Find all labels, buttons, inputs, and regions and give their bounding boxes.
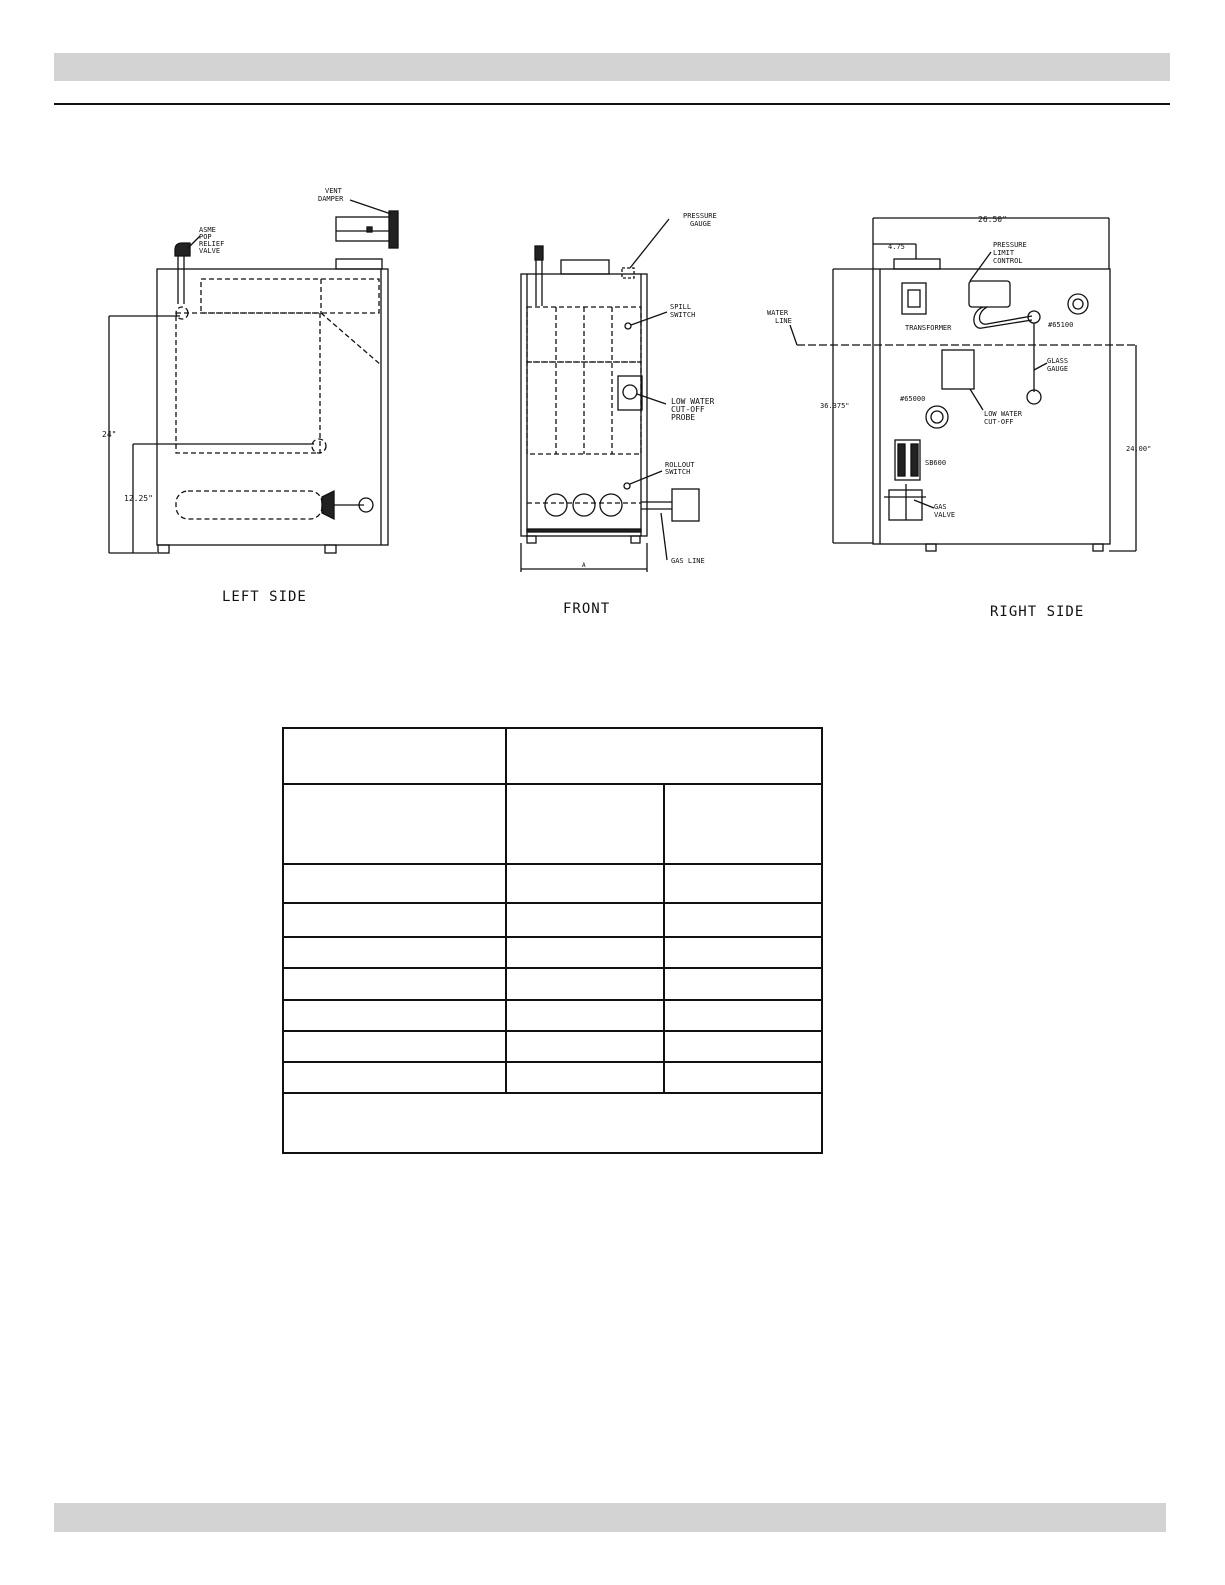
table-cell — [664, 937, 822, 968]
table-cell — [664, 864, 822, 903]
gas-valve-label — [934, 503, 955, 519]
left-flue-chamber — [176, 313, 320, 453]
table-subheader-cell — [283, 784, 506, 864]
low-water-probe-label — [671, 397, 719, 422]
water-line-leader — [790, 325, 797, 345]
left-dim-height: 24" — [102, 430, 117, 439]
right-top-collar — [894, 259, 940, 269]
left-burner-nozzle — [322, 491, 334, 519]
front-top-collar — [561, 260, 609, 274]
left-flue-diagonal — [321, 313, 381, 365]
gauge-mid-outer — [926, 406, 948, 428]
water-line-label — [767, 309, 792, 325]
rollout-switch-line-2: SWITCH — [665, 468, 691, 476]
table-row — [283, 937, 822, 968]
vent-damper-label — [318, 187, 346, 203]
glass-gauge-label — [1047, 357, 1072, 373]
relief-valve-line-1: ASME — [199, 226, 216, 234]
relief-valve-line-4: VALVE — [199, 247, 221, 255]
table-header-cell — [283, 728, 506, 784]
gas-valve-leader — [914, 500, 934, 508]
pressure-control-leader — [970, 252, 991, 281]
front-gas-valve — [672, 489, 699, 521]
left-lower-port — [312, 439, 326, 453]
sb-module-slot-1 — [898, 444, 905, 476]
table-footer-row — [283, 1093, 822, 1153]
transformer-face — [908, 290, 920, 307]
left-cabinet — [157, 269, 388, 545]
right-dim-width: 26.50" — [978, 215, 1007, 224]
low-water-cutoff-box — [942, 350, 974, 389]
table-cell — [506, 1031, 663, 1062]
table-cell — [664, 903, 822, 937]
right-side-label: RIGHT SIDE — [990, 604, 1085, 620]
spill-switch-label — [670, 303, 695, 319]
transformer-label: TRANSFORMER — [905, 324, 952, 332]
table-row — [283, 903, 822, 937]
table-row — [283, 968, 822, 1000]
front-base-plate — [527, 529, 641, 532]
table-cell — [283, 903, 506, 937]
vent-damper-motor — [389, 211, 398, 248]
glass-gauge-line-2: GAUGE — [1047, 365, 1069, 373]
gauge-top-label: #65100 — [1048, 321, 1074, 329]
left-dim-gas: 12.25" — [124, 494, 153, 503]
table-header-row — [283, 728, 822, 784]
right-foot-1 — [926, 544, 936, 551]
left-upper-tank — [201, 279, 379, 313]
front-burner-2 — [573, 494, 595, 516]
spill-switch-line-2: SWITCH — [670, 311, 696, 319]
table-cell — [506, 968, 663, 1000]
gauge-top-inner — [1073, 299, 1083, 309]
table-cell — [283, 1062, 506, 1093]
front-dim-width: A — [582, 562, 586, 569]
sb-module-label: SB600 — [925, 459, 947, 467]
gas-line-leader — [661, 513, 667, 560]
gas-valve-line-2: VALVE — [934, 511, 956, 519]
table-subheader-row — [283, 784, 822, 864]
vent-damper-terminal — [367, 227, 372, 232]
table-cell — [506, 903, 663, 937]
gauge-top-outer — [1068, 294, 1088, 314]
left-side-label: LEFT SIDE — [222, 589, 307, 605]
pressure-control-label — [993, 241, 1031, 265]
bottom-banner — [54, 1503, 1166, 1532]
water-line-line-1: WATER — [767, 309, 789, 317]
table-cell — [283, 937, 506, 968]
right-side-view — [767, 215, 1151, 551]
low-water-cutoff-line-2: CUT-OFF — [984, 418, 1014, 426]
low-water-probe-line-3: PROBE — [671, 413, 696, 422]
left-top-collar — [336, 259, 382, 269]
table-subheader-cell — [664, 784, 822, 864]
low-water-probe-line-2: CUT-OFF — [671, 405, 705, 414]
front-foot-1 — [527, 536, 536, 543]
right-dim-offset: 4.75 — [888, 243, 905, 251]
vent-damper-leader — [350, 200, 391, 214]
left-internal-piping — [176, 279, 381, 453]
pressure-control-line-1: PRESSURE — [993, 241, 1027, 249]
gas-valve-line-1: GAS — [934, 503, 947, 511]
table-cell — [506, 937, 663, 968]
table-cell — [664, 1062, 822, 1093]
relief-valve-line-2: POP — [199, 233, 212, 241]
left-burner-tube — [176, 491, 322, 519]
low-water-cutoff-line-1: LOW WATER — [984, 410, 1022, 418]
low-water-cutoff-leader — [970, 389, 983, 410]
front-label: FRONT — [563, 601, 611, 617]
front-burner-3 — [600, 494, 622, 516]
relief-valve-body — [175, 243, 190, 256]
table-row — [283, 1000, 822, 1031]
table-cell — [664, 1000, 822, 1031]
relief-valve-line-3: RELIEF — [199, 240, 225, 248]
gauge-mid-label: #65000 — [900, 395, 926, 403]
right-dim-height: 36.375" — [820, 402, 850, 410]
left-foot-2 — [325, 545, 336, 553]
gauge-mid-inner — [931, 411, 943, 423]
pressure-gauge-line-1: PRESSURE — [683, 212, 717, 220]
gas-line-label: GAS LINE — [671, 557, 705, 565]
right-dim-water: 24.00" — [1126, 445, 1152, 453]
table-cell — [506, 1062, 663, 1093]
pressure-gauge-leader — [630, 219, 669, 268]
rollout-switch-line-1: ROLLOUT — [665, 461, 695, 469]
table-cell — [283, 968, 506, 1000]
pressure-control-line-3: CONTROL — [993, 257, 1023, 265]
left-foot-1 — [158, 545, 169, 553]
table-cell — [506, 1000, 663, 1031]
glass-gauge-leader — [1034, 363, 1047, 370]
table-subheader-cell — [506, 784, 663, 864]
front-internal-sections — [527, 307, 641, 503]
vent-damper-box — [336, 217, 390, 241]
water-line-line-2: LINE — [775, 317, 792, 325]
rollout-switch-leader — [630, 471, 662, 484]
table-cell — [283, 1031, 506, 1062]
table-header-cell — [506, 728, 822, 784]
front-relief-valve — [535, 246, 543, 260]
table-cell — [283, 864, 506, 903]
rollout-switch-label — [665, 461, 699, 476]
front-burner-1 — [545, 494, 567, 516]
table-cell — [283, 1000, 506, 1031]
right-cabinet — [873, 269, 1110, 544]
table-cell — [506, 864, 663, 903]
front-foot-2 — [631, 536, 640, 543]
sb-module-slot-2 — [911, 444, 918, 476]
front-view — [521, 212, 721, 572]
low-water-probe-port — [623, 385, 637, 399]
pressure-limit-control — [969, 281, 1010, 307]
pressure-gauge-label — [683, 212, 721, 228]
table-cell — [664, 968, 822, 1000]
left-side-view — [102, 187, 398, 553]
table-row — [283, 1031, 822, 1062]
spill-switch-leader — [631, 312, 667, 325]
pressure-control-line-2: LIMIT — [993, 249, 1015, 257]
table-row — [283, 1062, 822, 1093]
front-gauge-tap — [622, 268, 634, 278]
glass-gauge-line-1: GLASS — [1047, 357, 1069, 365]
spec-table — [282, 727, 823, 1154]
rollout-switch — [624, 483, 630, 489]
low-water-probe-box — [618, 376, 642, 410]
transformer-box — [902, 283, 926, 314]
vent-damper-line-1: VENT — [325, 187, 342, 195]
spill-switch — [625, 323, 631, 329]
relief-valve-label — [199, 226, 229, 255]
low-water-probe-line-1: LOW WATER — [671, 397, 715, 406]
glass-gauge-bottom — [1027, 390, 1041, 404]
table-cell — [664, 1031, 822, 1062]
table-row — [283, 864, 822, 903]
right-foot-2 — [1093, 544, 1103, 551]
low-water-cutoff-label — [984, 410, 1026, 426]
pressure-gauge-line-2: GAUGE — [690, 220, 712, 228]
vent-damper-line-2: DAMPER — [318, 195, 344, 203]
table-footer-cell — [283, 1093, 822, 1153]
spill-switch-line-1: SPILL — [670, 303, 692, 311]
